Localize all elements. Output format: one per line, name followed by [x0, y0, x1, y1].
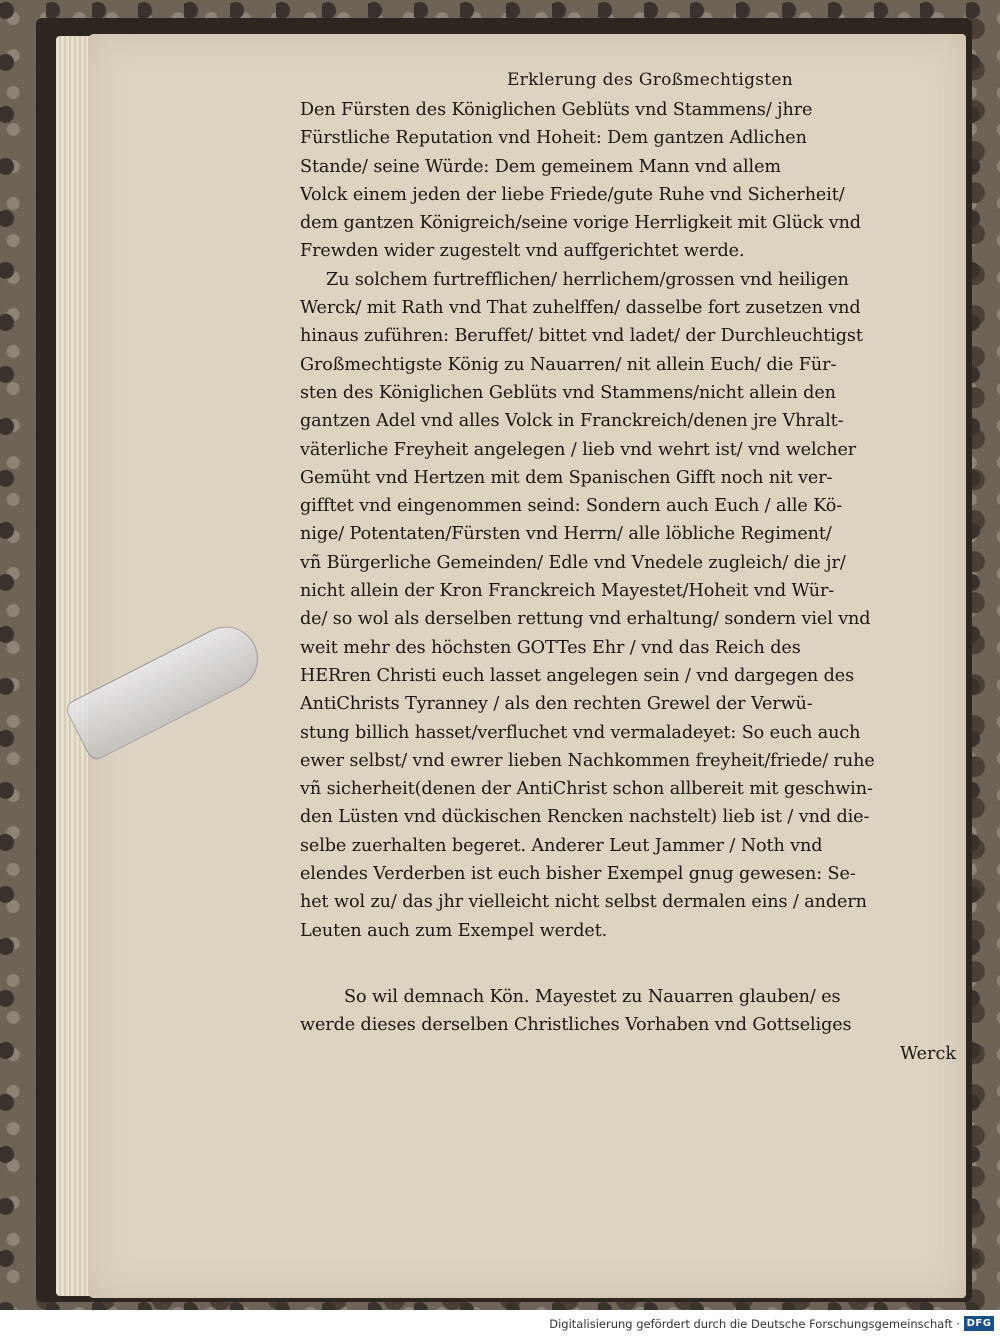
text-line: dem gantzen Königreich/seine vorige Herrligkeit mit Glück vnd [300, 213, 861, 234]
page-edges [56, 36, 92, 1296]
text-line: Stande/ seine Würde: Dem gemeinem Mann vnd allem [300, 156, 781, 177]
text-line: ewer selbst/ vnd ewrer lieben Nachkommen freyheit/friede/ ruhe [300, 750, 875, 771]
paragraph-gap [300, 945, 960, 983]
running-head: Erklerung des Großmechtigsten [506, 70, 794, 90]
paragraph-2 [300, 266, 960, 945]
text-line: stung billich hasset/verfluchet vnd vermaladeyet: So euch auch [300, 722, 861, 743]
scanner-clamp [63, 616, 268, 763]
text-line: väterliche Freyheit angelegen / lieb vnd wehrt ist/ vnd welcher [300, 439, 857, 460]
text-line: Zu solchem furtrefflichen/ herrlichem/grossen vnd heiligen [326, 269, 849, 290]
text-line: gantzen Adel vnd alles Volck in Franckreich/denen jre Vhralt- [300, 411, 844, 432]
text-line: de/ so wol als derselben rettung vnd erhaltung/ sondern viel vnd [300, 609, 871, 630]
text-line: AntiChrists Tyranney / als den rechten Grewel der Verwü- [300, 694, 813, 715]
footer-credit: Digitalisierung gefördert durch die Deutsche Forschungsgemeinschaft · [549, 1317, 960, 1331]
text-line: elendes Verderben ist euch bisher Exempel gnug gewesen: Se- [300, 864, 856, 885]
text-line: Leuten auch zum Exempel werdet. [300, 920, 608, 941]
dfg-logo-icon: DFG [964, 1316, 994, 1331]
text-line: werde dieses derselben Christliches Vorhaben vnd Gottseliges [300, 1015, 852, 1036]
text-line: Großmechtigste König zu Nauarren/ nit allein Euch/ die Für- [300, 354, 837, 375]
text-line: Fürstliche Reputation vnd Hoheit: Dem gantzen Adlichen [300, 128, 807, 149]
text-line: nige/ Potentaten/Fürsten vnd Herrn/ alle löbliche Regiment/ [300, 524, 832, 545]
text-line: nicht allein der Kron Franckreich Mayestet/Hoheit vnd Wür- [300, 581, 835, 602]
page-text-block [300, 70, 960, 1068]
text-line: Volck einem jeden der liebe Friede/gute Ruhe vnd Sicherheit/ [300, 184, 845, 205]
text-line: sten des Königlichen Geblüts vnd Stammens/nicht allein den [300, 382, 836, 403]
text-line: Frewden wider zugestelt vnd auffgerichtet werde. [300, 241, 745, 262]
text-line: het wol zu/ das jhr vielleicht nicht selbst dermalen eins / andern [300, 892, 867, 913]
catchword: Werck [900, 1043, 956, 1064]
text-line: Werck/ mit Rath vnd That zuhelffen/ dasselbe fort zusetzen vnd [300, 298, 861, 319]
text-line: weit mehr des höchsten GOTTes Ehr / vnd das Reich des [300, 637, 801, 658]
paragraph-1 [300, 96, 960, 266]
text-line: Den Fürsten des Königlichen Geblüts vnd Stammens/ jhre [300, 100, 813, 120]
footer-bar [0, 1310, 1000, 1339]
paragraph-3 [300, 983, 960, 1040]
text-line: vñ sicherheit(denen der AntiChrist schon allbereit mit geschwin- [300, 779, 873, 800]
text-line: Gemüht vnd Hertzen mit dem Spanischen Gifft noch nit ver- [300, 467, 833, 488]
text-line: HERren Christi euch lasset angelegen sein / vnd dargegen des [300, 665, 855, 686]
text-line: hinaus zuführen: Beruffet/ bittet vnd ladet/ der Durchleuchtigst [300, 326, 863, 347]
text-line: den Lüsten vnd dückischen Rencken nachstelt) lieb ist / vnd die- [300, 807, 870, 828]
text-line: selbe zuerhalten begeret. Anderer Leut Jammer / Noth vnd [300, 835, 823, 856]
text-line: So wil demnach Kön. Mayestet zu Nauarren glauben/ es [344, 986, 841, 1007]
text-line: gifftet vnd eingenommen seind: Sondern auch Euch / alle Kö- [300, 496, 843, 517]
text-line: vñ Bürgerliche Gemeinden/ Edle vnd Vnedele zugleich/ die jr/ [300, 552, 846, 573]
